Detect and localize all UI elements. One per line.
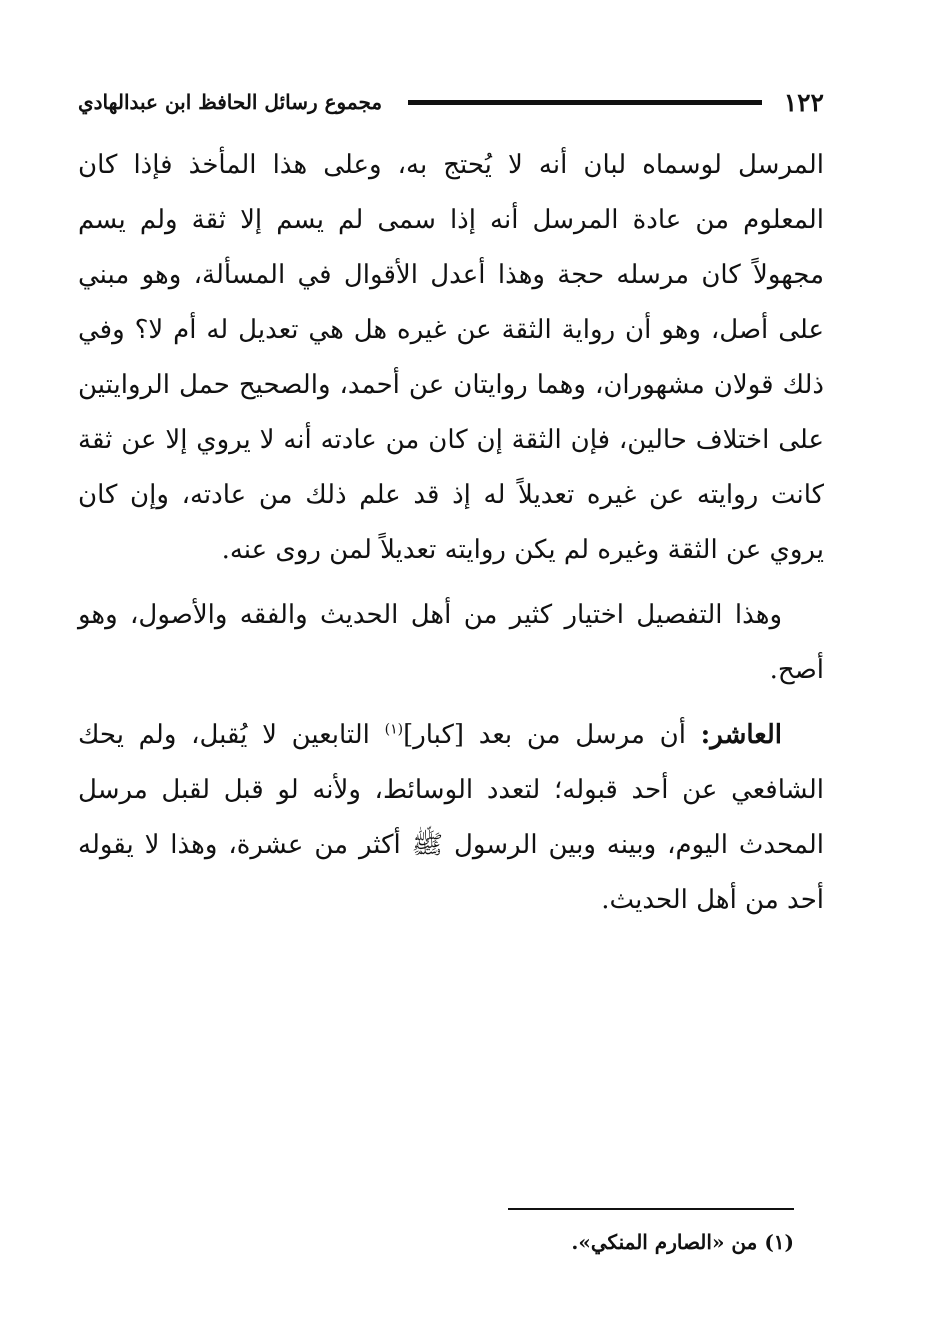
footnote-rule: [508, 1208, 794, 1210]
paragraph-text: المرسل لوسماه لبان أنه لا يُحتج به، وعلى هذا المأخذ فإذا كان المعلوم من عادة المرسل أنه إذا سمى لم يسم إلا ثقة ولم يسم مجهولاً كان مرسله حجة وهذا أعدل الأقوال في المسألة، وهو مبني على أصل، وهو أن رواية الثقة عن غيره هل هي تعديل له أم لا؟ وفي ذلك قولان مشهوران، وهما روايتان عن أحمد، والصحيح حمل الروايتين على اختلاف حالين، فإن الثقة إن كان من عادته أنه لا يروي إلا عن ثقة كانت روايته عن غيره تعديلاً له إذ قد علم ذلك من عادته، وإن كان يروي عن الثقة وغيره لم يكن روايته تعديلاً لمن روى عنه.: [78, 150, 824, 565]
header-rule: [408, 100, 762, 105]
body-text: [78, 138, 824, 928]
footnote-reference[interactable]: (١): [384, 721, 404, 738]
page-number: ١٢٢: [783, 87, 824, 117]
paragraph-1: [78, 138, 824, 578]
footnote-text: من «الصارم المنكي».: [571, 1230, 765, 1254]
paragraph-text-after: التابعين لا يُقبل، ولم يحك الشافعي عن أحد قبوله؛ لتعدد الوسائط، ولأنه لو قبل لقبل مرسل المحدث اليوم، وبينه وبين الرسول ﷺ أكثر من عشرة، وهذا لا يقوله أحد من أهل الحديث.: [78, 720, 824, 915]
paragraph-lead: العاشر:: [700, 720, 782, 750]
footnote-1: [78, 1222, 794, 1262]
footnotes: [78, 1222, 794, 1262]
footnote-mark: (١): [764, 1230, 794, 1254]
paragraph-2: [78, 588, 824, 698]
running-title: مجموع رسائل الحافظ ابن عبدالهادي: [78, 90, 383, 114]
page-header: [78, 84, 824, 120]
paragraph-text: وهذا التفصيل اختيار كثير من أهل الحديث والفقه والأصول، وهو أصح.: [78, 600, 824, 685]
paragraph-text-before: أن مرسل من بعد [كبار]: [403, 720, 701, 750]
paragraph-3: [78, 708, 824, 928]
